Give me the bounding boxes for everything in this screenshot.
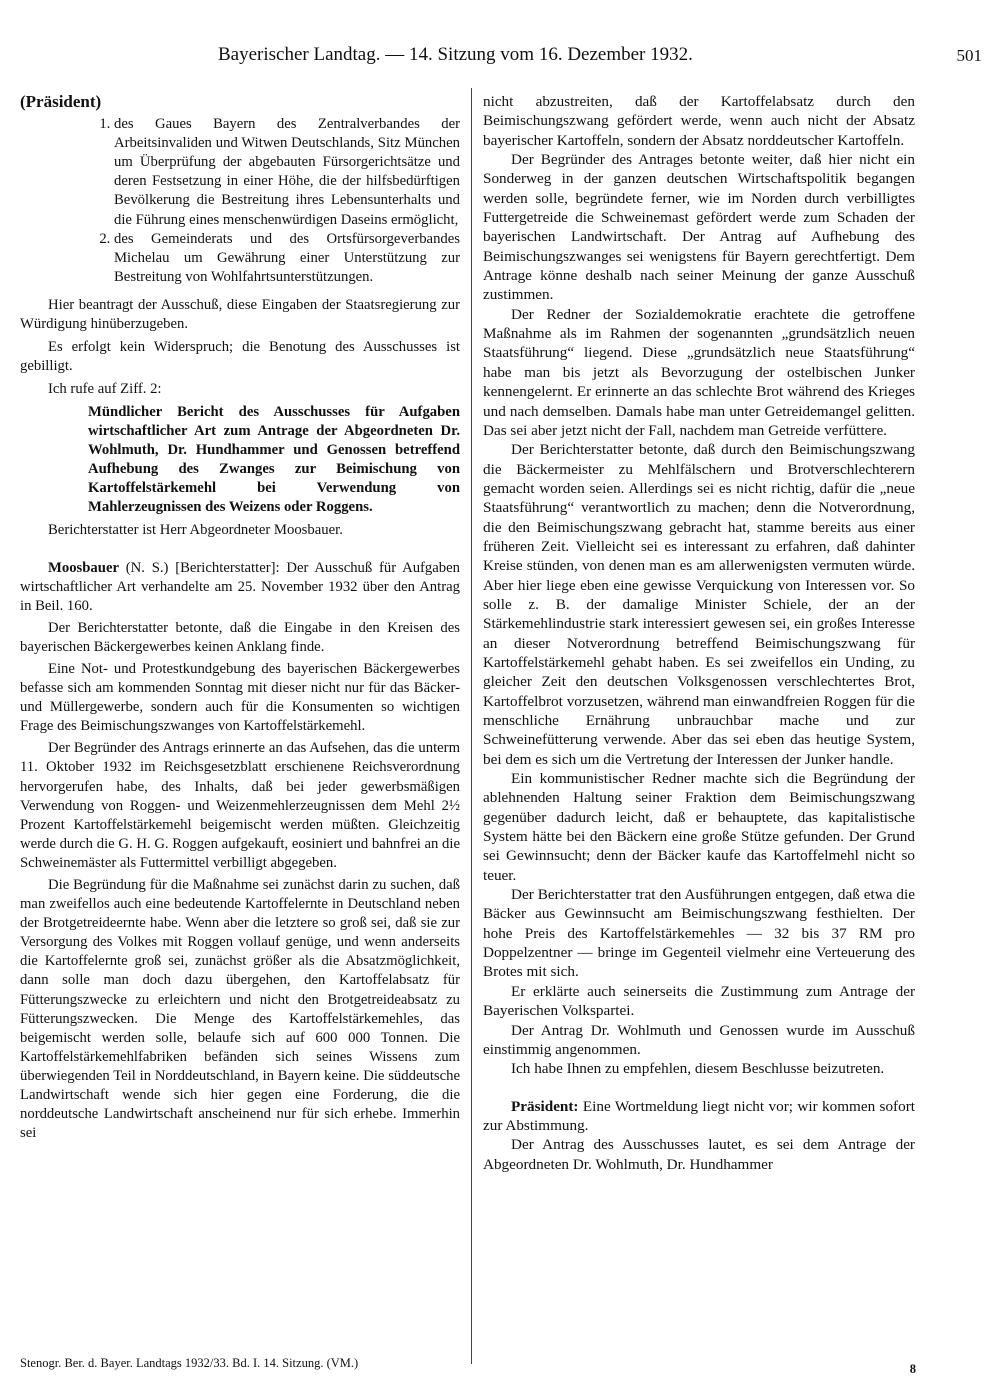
paragraph: Der Begründer des Antrags erinnerte an das Aufsehen, das die unterm 11. Oktober 1932 im Reichsgesetzblatt erschienene Reichsverordnung hervorgerufen habe, des Inhalts, daß bei jeder gewerbsmäßigen Verwendung von Roggen- und Weizenmehlerzeugnissen dem Mehl 2½ Prozent Kartoffelstärkemehl beigemischt werden müßten. Gleichzeitig werde durch die G. H. G. Roggen aufgekauft, eosiniert und bahnfrei an die Schweinemäster als Futtermittel verbilligt abgegeben.: [20, 740, 460, 871]
right-column: [483, 92, 915, 1174]
agenda-item-title: Mündlicher Bericht des Ausschusses für Aufgaben wirtschaftlicher Art zum Antrage der Abgeordneten Dr. Wohlmuth, Dr. Hundhammer und Genossen betreffend Aufhebung des Zwanges zur Beimischung von Kartoffelstärkemehl bei Verwendung von Mahlerzeugnissen des Weizens oder Roggens.: [88, 404, 460, 516]
paragraph: Ein kommunistischer Redner machte sich die Begründung der ablehnenden Haltung seiner Fraktion dem Beimischungszwang gegenüber dadurch leicht, daß er behauptete, das kapitalistische System hätte bei den Bäckern eine große Stütze gefunden. Der Grund sei Gewinnsucht; denn der Bäcker kaufe das Kartoffelmehl nicht so teuer.: [483, 770, 915, 884]
page-header: [20, 44, 982, 72]
speaker-name: Moosbauer: [48, 559, 119, 576]
speech-text: Eine Wortmeldung liegt nicht vor; wir kommen sofort zur Abstimmung.: [483, 1097, 915, 1134]
paragraph: Berichterstatter ist Herr Abgeordneter Moosbauer.: [48, 522, 343, 539]
speech-text: (N. S.) [Berichterstatter]: Der Ausschuß für Aufgaben wirtschaftlicher Art verhandelte am 25. November 1932 über den Antrag in Beil. 160.: [20, 559, 460, 614]
speaker-name: Präsident:: [511, 1097, 579, 1115]
page-number: 501: [956, 46, 982, 65]
president-tag: (Präsident): [20, 92, 102, 111]
paragraph: Die Begründung für die Maßnahme sei zunächst darin zu suchen, daß man zweifellos auch eine bedeutende Kartoffelernte in Deutschland neben der Brotgetreideernte habe. Wenn aber die letztere so groß sei, daß sie zur Versorgung des Volkes mit Roggen vollauf genüge, und wenn anderseits die Kartoffelernte groß sei, zunächst größer als die Absatzmöglichkeit, dann solle man doch dazu übergehen, den Kartoffelabsatz für Fütterungszwecke zu erleichtern und nicht den Brotgetreideabsatz zu Fütterungszwecken. Die Menge des Kartoffelstärkemehles, das beigemischt werden solle, belaufe sich auf 600 000 Tonnen. Die Kartoffelstärkemehlfabriken befänden sich seines Wissens zum überwiegenden Teil in Norddeutschland, in Bayern keine. Die süddeutsche Landwirtschaft wende sich hier gegen eine Forderung, die die norddeutsche Landwirtschaft anscheinend nur für sich erhebe. Immerhin sei: [20, 877, 460, 1142]
petition-list: [20, 115, 460, 287]
president-statement: [483, 1097, 915, 1136]
paragraph: Der Redner der Sozialdemokratie erachtete die getroffene Maßnahme als im Rahmen der sogenannten „grundsätzlich neuen Staatsführung“ liegend. Diese „grundsätzlich neue Staatsführung“ habe man bis jetzt als Bevorzugung der ostelbischen Junker kennengelernt. Er erinnerte an das schlechte Brot während des Krieges und nach demselben. Damals habe man unter Getreidemangel gelitten. Das sei aber jetzt nicht der Fall, nachdem man Getreide verfüttere.: [483, 305, 915, 439]
paragraph: Hier beantragt der Ausschuß, diese Eingaben der Staatsregierung zur Würdigung hinüberzugeben.: [20, 296, 460, 333]
paragraph: Der Berichterstatter trat den Ausführungen entgegen, daß etwa die Bäcker aus Gewinnsucht am Beimischungszwang festhielten. Der hohe Preis des Kartoffelstärkemehles — 32 bis 37 RM pro Doppelzentner — bringe im Gegenteil vielmehr eine Verteuerung des Brotes mit sich.: [483, 886, 915, 981]
paragraph: Der Antrag des Ausschusses lautet, es sei dem Antrage der Abgeordneten Dr. Wohlmuth, Dr. Hundhammer: [483, 1136, 915, 1173]
paragraph: Der Antrag Dr. Wohlmuth und Genossen wurde im Ausschuß einstimmig angenommen.: [483, 1021, 915, 1058]
footer-note: Stenogr. Ber. d. Bayer. Landtags 1932/33. Bd. I. 14. Sitzung. (VM.): [20, 1356, 359, 1370]
paragraph: Es erfolgt kein Widerspruch; die Benotung des Ausschusses ist gebilligt.: [20, 339, 460, 375]
signature-mark: 8: [909, 1362, 916, 1376]
paragraph: Er erklärte auch seinerseits die Zustimmung zum Antrage der Bayerischen Volkspartei.: [483, 982, 915, 1020]
paragraph: Der Berichterstatter betonte, daß durch den Beimischungszwang die Bäckermeister zu Mehlfälschern und Brotverschlechterern gemacht worden seien. Allerdings sei es nicht richtig, dafür die „neue Staatsführung“ verantwortlich zu machen; denn die Notverordnung, die den Beimischungszwang gebracht hat, stamme bereits aus einer früheren Zeit. Vielleicht sei es interessant zu erfahren, daß dahinter Kreise stünden, von denen man es am allerwenigsten vermuten würde. Aber hier liege eben eine gewisse Verquickung von Interessen vor. So solle z. B. der damalige Minister Schiele, der an der Stärkemehlindustrie stark interessiert gewesen sei, ein großes Interesse an dieser Notverordnung betreffend Beimischungszwang für Kartoffelstärkemehl gehabt haben. Es sei zweifellos ein Unding, zu gleicher Zeit den deutschen Volksgenossen verschlechtertes Brot, Kartoffelbrot vorzusetzen, während man einwandfreien Roggen für die menschliche Ernährung unbrauchbar mache und zur Schweinefütterung verwende. Aber das sei eben das heutige System, bei dem es sich um die Vertretung der Interessen der Junker handle.: [483, 441, 915, 768]
paragraph: Der Berichterstatter betonte, daß die Eingabe in den Kreisen des bayerischen Bäckergewerbes keinen Anklang finde.: [20, 619, 460, 655]
paragraph: nicht abzustreiten, daß der Kartoffelabsatz durch den Beimischungszwang gefördert werde, wenn auch nicht der Absatz bayerischer Kartoffeln, sondern der Absatz norddeutscher Kartoffeln.: [483, 93, 915, 149]
paragraph: Ich habe Ihnen zu empfehlen, diesem Beschlusse beizutreten.: [511, 1060, 885, 1078]
petition-item: 1. des Gaues Bayern des Zentralverbandes der Arbeitsinvaliden und Witwen Deutschlands, Sitz München um Überprüfung der abgebauten Fürsorgerichtsätze und deren Festsetzung in einer Höhe, die der hilfsbedürftigen Bevölkerung die Bestreitung ihres Lebensunterhalts und die Führung eines menschenwürdigen Daseins ermöglicht,: [114, 115, 460, 230]
left-column: [20, 92, 460, 1143]
paragraph: Ich rufe auf Ziff. 2:: [48, 381, 162, 398]
column-divider: [471, 88, 472, 1364]
paragraph: Der Begründer des Antrages betonte weiter, daß hier nicht ein Sonderweg in der ganzen deutschen Wirtschaftspolitik begangen werden solle, begründete ferner, wie im Norden durch verbilligtes Futtergetreide die Schweinemast gefördert werde zum Schaden der bayerischen Landwirtschaft. Der Antrag auf Aufhebung des Beimischungszwanges sei wenigstens für Bayern gerechtfertigt. Dem Antrage könne deshalb nach seiner Meinung der ganze Ausschuß zustimmen.: [483, 151, 915, 304]
petition-item: 2. des Gemeinderats und des Ortsfürsorgeverbandes Michelau um Gewährung einer Unterstützung zur Bestreitung von Wohlfahrtsunterstützungen.: [114, 230, 460, 287]
paragraph: Eine Not- und Protestkundgebung des bayerischen Bäckergewerbes befasse sich am kommenden Sonntag mit dieser nicht nur für das Bäcker- und Müllergewerbe, sondern auch für die Konsumenten so wichtigen Frage des Beimischungszwanges von Kartoffelstärkemehl.: [20, 660, 460, 735]
speech-opening: [20, 559, 460, 616]
running-title: Bayerischer Landtag. — 14. Sitzung vom 16. Dezember 1932.: [218, 44, 693, 65]
